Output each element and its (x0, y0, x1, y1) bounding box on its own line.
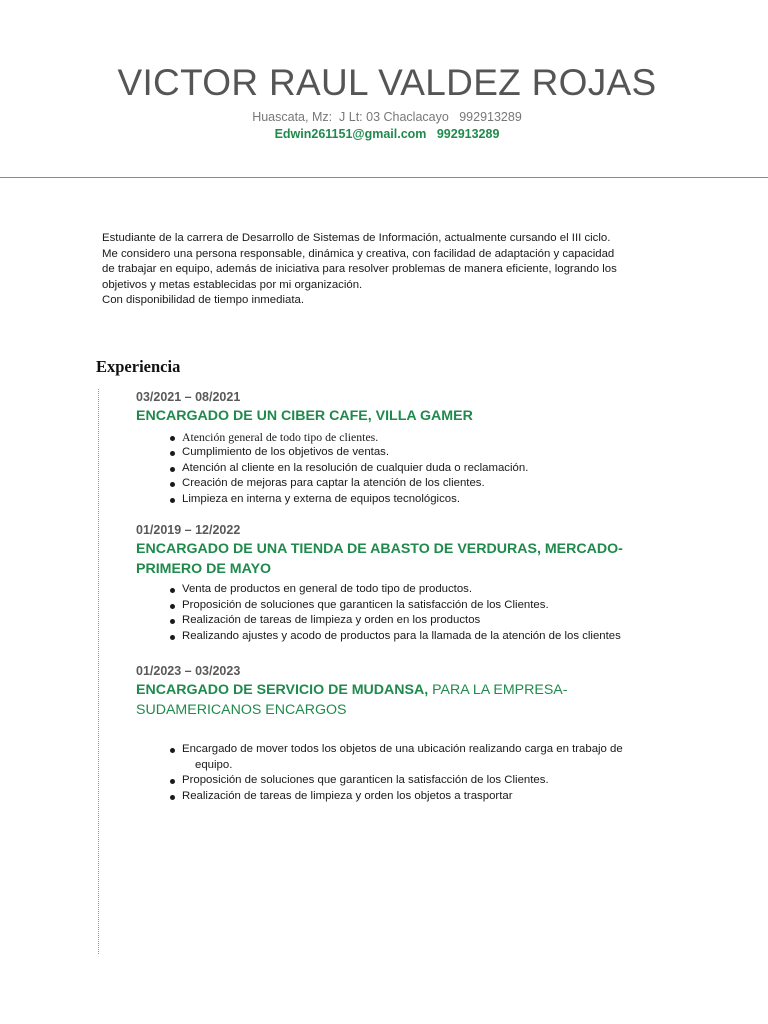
list-item: Encargado de mover todos los objetos de una ubicación realizando carga en trabajo de equipo. (169, 742, 696, 773)
profile-summary (102, 231, 702, 309)
list-item: Realización de tareas de limpieza y orden los objetos a trasportar (169, 789, 696, 805)
list-item: Atención al cliente en la resolución de cualquier duda o reclamación. (169, 461, 696, 477)
list-item: Proposición de soluciones que garanticen la satisfacción de los Clientes. (169, 598, 696, 614)
candidate-address: Huascata, Mz: J Lt: 03 Chaclacayo 992913289 (252, 110, 522, 124)
email-link[interactable]: Edwin261151@gmail.com (274, 127, 427, 141)
list-item: Venta de productos en general de todo tipo de productos. (169, 582, 696, 598)
job-title: ENCARGADO DE UNA TIENDA DE ABASTO DE VERDURAS, MERCADO- PRIMERO DE MAYO (136, 541, 623, 577)
summary-line: Estudiante de la carrera de Desarrollo de Sistemas de Información, actualmente cursando el III ciclo. (102, 232, 611, 244)
list-item: Realizando ajustes y acodo de productos para la llamada de la atención de los clientes (169, 629, 696, 645)
list-item: Atención general de todo tipo de clientes. (169, 430, 696, 446)
job-date: 01/2019 – 12/2022 (136, 523, 241, 537)
experience-heading: Experiencia (96, 357, 181, 376)
timeline-divider (98, 389, 99, 954)
job-duties-list (136, 582, 696, 644)
contact-line (0, 127, 768, 141)
phone-number: 992913289 (436, 127, 500, 141)
list-item: Limpieza en interna y externa de equipos tecnológicos. (169, 492, 696, 508)
list-item: Cumplimiento de los objetivos de ventas. (169, 445, 696, 461)
list-item: Realización de tareas de limpieza y orden en los productos (169, 613, 696, 629)
experience-entry (136, 522, 696, 644)
summary-line: de trabajar en equipo, además de iniciativa para resolver problemas de manera eficiente, logrando los (102, 263, 617, 276)
summary-line: objetivos y metas establecidas por mi organización. (102, 278, 363, 291)
experience-entry (136, 389, 696, 507)
list-item: Creación de mejoras para captar la atención de los clientes. (169, 476, 696, 492)
summary-line: Me considero una persona responsable, dinámica y creativa, con facilidad de adaptación y capacidad (102, 247, 615, 260)
list-item: Proposición de soluciones que garanticen la satisfacción de los Clientes. (169, 773, 696, 789)
job-duties-list (136, 742, 696, 804)
job-date: 01/2023 – 03/2023 (136, 664, 241, 678)
job-date: 03/2021 – 08/2021 (136, 390, 241, 404)
job-title: ENCARGADO DE SERVICIO DE MUDANSA, PARA LA EMPRESA- SUDAMERICANOS ENCARGOS (136, 682, 568, 718)
summary-line: Con disponibilidad de tiempo inmediata. (102, 294, 304, 307)
header-divider (0, 177, 768, 178)
candidate-name: VICTOR RAUL VALDEZ ROJAS (117, 62, 657, 103)
job-duties-list (136, 430, 696, 508)
experience-entry (136, 663, 696, 804)
job-title: ENCARGADO DE UN CIBER CAFE, VILLA GAMER (136, 408, 473, 424)
